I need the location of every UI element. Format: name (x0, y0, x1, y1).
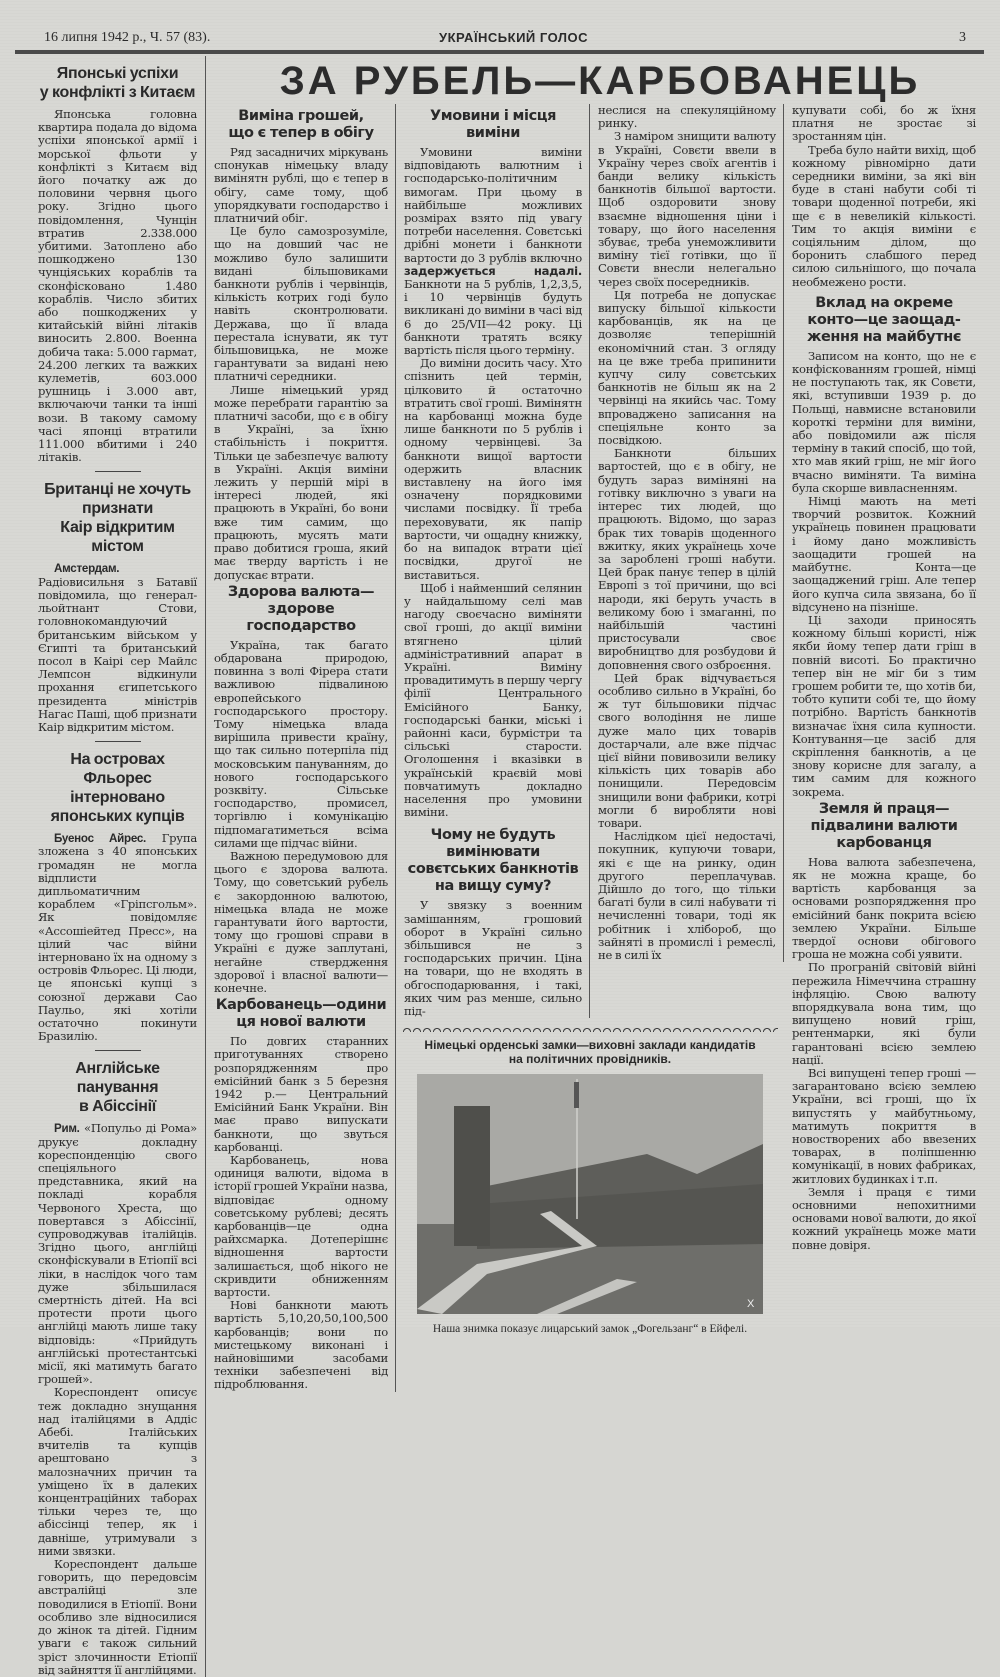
section-paragraph: Карбованець, нова одиниця валюти, відома в історії грошей України назва, відповідає одному советському рублеві; десять карбованців—це одна райхсмарка. Дотеперішнє відношення вартости залишається, щоб нікого не скривдити обниженням вартости. (214, 1153, 388, 1300)
section-paragraph: Україна, так багато обдарована природою, повинна з волі Фірера стати важливою підвалиною европейського господарського простору. Тому німецька влада вирішила привести країну, що так сильно потерпіла під московським пануванням, до нового господарського розквіту. Сільське господарство, промисел, торгівлю і комунікацію підпомагатиметься всіма силами ще підчас війни. (214, 637, 388, 850)
article-title: Британці не хочуть признати Каір відкритим містом (44, 481, 191, 556)
section-paragraph: Треба було найти вихід, щоб кожному рівномірно дати середники виміни, за які він буде в стані набути собі ті товари щоденної потреби, які ще є в невеликій кількості. Тим то акція виміни є соціяльним ділом, що боронить слабшого перед силою сильнішого, що почала необмежено рости. (792, 142, 976, 289)
section-title: Здорова валюта— здорове господарство (227, 583, 375, 634)
section-paragraph: Це було самозрозуміле, що на довший час не можливо було залишити видані більшовиками банкноти рублів і червінців, кількість котрих годі було навіть сконтролювати. Держава, що її влада перестала існувати, як тут більшовицька, не може гарантувати за видані нею платничі середники. (214, 224, 388, 384)
article-flores (38, 750, 197, 1043)
section-paragraph: Ряд засадничих міркувань спонукав німецьку владу вимінятн рублі, що є тепер в обігу, саме тому, щоб упорядкувати господарство і платничий обіг. (214, 145, 388, 226)
article-abyssinia (38, 1059, 197, 1677)
dateline: Рим. (54, 1122, 80, 1136)
article-paragraph: Рим. «Попульо ді Рома» друкує докладну кореспонденцію свого спеціяльного представника, який на покладі корабля Червоного Хреста, що повертався з Абіссінії, супроводжував італійців. Згідно цього, англійці сконфіскували в Етіопії всі ліки, в наслідок чого там дуже збільшилася смертність дітей. На всі протести проти цього англійці мають лише таку відповідь: «Прийдуть англійські протестантські місії, які матимуть багато грошей». (38, 1121, 197, 1387)
article-japan (38, 64, 197, 464)
section-paragraph: Важною передумовою для цього є здорова валюта. Тому, що советський рубель є закордонною валютою, німецька влада не може гарантувати його вартости, тому що грошові справи в Україні є дуже заплутані, негайне ствердження здорової і власної валюти—конечне. (214, 848, 388, 995)
tower (454, 1106, 490, 1246)
page-number: 3 (959, 30, 966, 45)
main-headline: ЗА РУБЕЛЬ—КАРБОВАНЕЦЬ (279, 59, 921, 103)
flag (574, 1082, 579, 1108)
castle-photo-illustration (417, 1074, 763, 1314)
section-paragraph: Ця потреба не допускає випуску більшої кількости карбованців, як на це дозволяє теперішній економічний стан. З огляду на це вже треба припинити купчу силу совєтських банкнотів не більш як на 2 червінці на якийсь час. Тому впроваджено записання на спеціяльне конто за посвідкою. (598, 287, 776, 448)
article-title: На островах Фльорес інтерновано японських купців (50, 751, 185, 826)
continued-text: купувати собі, бо ж їхня платня не зростає зі зростанням цін. (792, 103, 976, 144)
section-paragraph: Лише німецький уряд може перебрати гарантію за платничі засоби, що є в обігу в Україні, за їхню стабільність і покриття. Тільки це забезпечує валюту в Україні. Акція виміни лежить у першій мірі в інтересі людей, які працюють в Україні, бо вони вже тим самим, що працюють, мусять мати право добитися гроша, який має тверду вартість і не допускає втрати. (214, 382, 388, 582)
newspaper-name: УКРАЇНСЬКИЙ ГОЛОС (439, 30, 588, 45)
separator (95, 741, 141, 742)
article-title: Японські успіхи у конфлікті з Китаєм (39, 65, 196, 101)
running-header (44, 30, 966, 48)
main-story-area (206, 56, 980, 1392)
header-rule (15, 50, 984, 54)
article-title: Англійське панування в Абіссінії (75, 1060, 160, 1116)
section-paragraph: Нові банкноти мають вартість 5,10,20,50,100,500 карбованців; вони по мистецькому виконані і найновішими засобами техніки забезпечені від підроблювання. (214, 1298, 388, 1392)
continued-text: неслися на спекуляційному ринку. (598, 103, 776, 131)
article-cairo (38, 480, 197, 734)
section-title: Земля й праця— підвалини валюти карбованця (810, 800, 958, 851)
section-paragraph: У звязку з военним замішанням, грошовий оборот в Україні сильно збільшився не з господарських причин. Ціна на товари, що не входять в обгосподарювання, і такі, яких чим раз менше, сильно під- (404, 898, 582, 1018)
article-paragraph: Амстердам. Радіовисильня з Батавії повідомила, що генерал-льойтнант Стови, головнокомандуючий британським військом у Єгипті та британський посол в Каірі сер Майлс Лемпсон відкинули прохання єгипетського президента міністрів Нагас Паші, щоб признати Каір відкритим містом. (38, 562, 197, 734)
section-paragraph: Щоб і найменший селянин у найдальшому селі мав нагоду своєчасно виміняти свої гроші, до акції виміни втягнено цілий адміністративний апарат в Україні. Виміну провадитимуть в першу чергу філії Центрального Емісійного Банку, господарські банки, міські і районні каси, бурмістри та сільські старости. Оголошення і вказівки в українській краєвій мові повчатимуть докладно населення про умовини виміни. (404, 580, 582, 820)
section-paragraph: Нова валюта забезпечена, як не можна краще, бо вартість карбованця за основами розпорядження про емісійний банк покрита всією землею України. Більше твердої основи обігового гроша не можна собі уявити. (792, 854, 976, 962)
decorative-rule (402, 1026, 778, 1032)
photo-headline: Німецькі орденські замки—виховні заклади кандидатів на політичних провідників. (424, 1038, 756, 1067)
section-paragraph: Земля і праця є тими основними непохитними основами нової валюти, до якої кожний українець може мати повне довіря. (792, 1184, 976, 1252)
column-3 (396, 104, 590, 1018)
section-paragraph: Німці мають на меті творчий розвиток. Кожний українець повинен працювати і йому дано можливість заощадити грошей на майбутнє. Конта—це заощаджений гріш. Але тепер його купча сила звязана, бо її відсунено на пізніше. (792, 494, 976, 614)
section-title: Вклад на окреме конто—це заощад- ження на майбутнє (806, 294, 962, 345)
section-paragraph: Ці заходи приносять кожному більші користі, ніж якби йому тепер дати гріш в повній висоті. Бо практично тепер він не міг би з тим грошем робити те, що хотів би, тобто купити собі те, що йому потрібно. Вартість банкнотів визначає їхня сила купности. Контування—це засіб для скріплення банкнотів, а це знову корисне для загалу, а тим самим для кожного зокрема. (792, 612, 976, 799)
section-title: Виміна грошей, що є тепер в обігу (228, 108, 374, 141)
article-paragraph: Буенос Айрес. Група зложена з 40 японських громадян не могла відплисти дипльоматичним кораблем «Гріпсгольм». Як повідомляє «Ассошіейтед Пресс», на цілий час війни інтерновано їх на одному з островів Фльорес. Ці люди, це японські купці з союзної держави Сао Паульо, які хотіли остаточно покинути Бразилію. (38, 831, 197, 1044)
section-paragraph: По програній світовій війні пережила Німеччина страшну інфляцію. Свою валюту впорядкувала вона тим, що випущено новий гріш, рентенмарки, які були гарантовані всією землею нації. (792, 960, 976, 1067)
section-paragraph: Всі випущені тепер гроші — загарантовано всією землею України, всі гроші, що їх випустять у майбутньому, матимуть покриття в новостворених або ввезених товарах, в поліпшенню комунікації, в нових фабриках, житлових будинках і т.п. (792, 1066, 976, 1186)
middle-columns (396, 104, 784, 1336)
section-paragraph: З наміром знищити валюту в Україні, Совєти ввели в Україну через своїх агентів і банди велику кількість банкнотів більшої вартости. Щоб оздоровити знову взаємне відношення ціни і товару, що його населення збуває, треба унеможливити виміну тієї готівки, що її Совєти внесли нелегально через своїх посередників. (598, 129, 776, 289)
photo-caption: Наша знимка показує лицарський замок „Фогельзанг“ в Ейфелі. (432, 1323, 748, 1336)
section-paragraph: Умовини виміни відповідають валютним і господарсько-політичним вимогам. При цьому в найбільше можливих розмірах взято під увагу потреби населення. Совєтські дрібні монети і банкноти вартости до 3 рублів включно задержується надалі. Банкноти на 5 рублів, 1,2,3,5, і 10 червінців будуть викликані до виміни в часі від 6 до 25/VII—42 року. Ці банкноти тратять всяку вартість після цього терміну. (404, 145, 582, 358)
dateline: Амстердам. (54, 562, 120, 576)
section-paragraph: По довгих старанних приготуваннях створено розпорядженням про емісійний банк з 5 березня 1942 р.— Центральний Емісійний Банк України. Він має право випускати банкноти, що звуться карбованці. (214, 1034, 388, 1154)
column-5 (784, 104, 980, 1252)
section-title: Чому не будуть вимінювати совєтських банкнотів на вищу суму? (407, 827, 579, 895)
page-layout (30, 56, 980, 1677)
photo-mark: X (747, 1298, 755, 1311)
separator (95, 1050, 141, 1051)
castle-photo (417, 1074, 763, 1314)
left-column (30, 56, 206, 1677)
section-paragraph: Записом на конто, що не є конфіскованням грошей, німці не поступають так, як Совєти, які, вступивши 1939 р. до Польщі, навмисне встановили короткі терміни для виміни, або повідомили аж після терміну в такий спосіб, що той, хто мав який гріш, не міг його вчасно виміняти. Та виміна була скорше вивласненням. (792, 348, 976, 495)
emphasis: задержується надалі. (404, 263, 582, 278)
section-paragraph: До виміни досить часу. Хто спізнить цей термін, цілковито й остаточно втратить свої гроші. Вимінятн на карбованці можна буде лише банкноти по 5 рублів і одному червінцеві. За банкноти вищої вартости одержить власник виставлену на його імя означену порядковими числами посвідку. Її треба переховувати, як папір вартости, чи ощадну книжку, бо на випадок втрати цієї посвідки, другої не виставиться. (404, 356, 582, 582)
issue-date: 16 липня 1942 р., Ч. 57 (83). (44, 30, 211, 45)
separator (95, 471, 141, 472)
section-title: Карбованець—одини ця нової валюти (215, 997, 387, 1031)
section-paragraph: Наслідком цієї недостачі, покупник, купуючи товари, які є ще на ринку, один другого переплачував. Дійшло до того, що тільки багаті були в силі набувати ті нечисленні товари, тоді як робітник і хлібороб, що зайняті в промислі і ремеслі, не в силі їх (598, 829, 776, 962)
article-paragraph: Кореспондент дальше говорить, що передовсім австралійці зле поводилися в Етіопії. Вони особливо зле відносилися до жінок та дітей. Гідним уваги є також сильний зріст злочинности Етіопії від зайняття її англійцями. (38, 1557, 197, 1677)
middle-columns-text (396, 104, 784, 1018)
section-paragraph: Банкноти більших вартостей, що є в обігу, не будуть зараз виміняні на готівку виключно з уваги на інтерес тих людей, що працюють. Відомо, що зараз брак тих товарів щоденного вжитку, яких українець хоче за зароблені гроші набути. Цей брак панує тепер в цілій Европі з тої причини, що всі народи, які беруть участь в великому бою і змаганні, по найбільшій частині пристосували своє виробництво для розбудови й доповнення свого озброєння. (598, 446, 776, 672)
column-4 (590, 104, 784, 962)
section-paragraph: Цей брак відчувається особливо сильно в Україні, бо ж тут більшовики підчас свого володіння не лише дуже мало цих товарів достарчали, але вже підчас цієї війни повивозили велику кількість цих товарів або понищили. Передовсім знищили вони фабрики, котрі могли б виробляти нові товари. (598, 670, 776, 830)
article-paragraph: Кореспондент описує теж докладно знущання над італійцями в Аддіс Абебі. Італійських вчителів та купців арештовано з малозначних причин та уміщено їх в далеких концентраційних таборах тільки через те, що абіссінці тепер, як і давніше, утримували з ними звязки. (38, 1385, 197, 1558)
section-title: Умовини і місця виміни (429, 108, 557, 141)
column-2 (206, 104, 396, 1392)
photo-block (396, 1026, 784, 1336)
dateline: Буенос Айрес. (54, 832, 147, 846)
article-paragraph: Японська головна квартира подала до відома успіхи японської армії і морської фльоти у конфлікті з Китаєм від його початку аж до половини червня цього року. Згідно цього повідомлення, Чунцін втратив 2.338.000 убитими. Затоплено або пошкоджено 130 чунціяських кораблів та сконфісковано 1.480 кораблів. Число збитих або пошкоджених у китайській війні літаків виносить 2.800. Военна добича така: 5.000 гармат, 24.200 легких та важких кулеметів, 603.000 рушниць і 3.000 авт, включаючи танки та інші вози. В такому самому часі японці втратили 111.000 вбитими і 240 літаків. (38, 107, 197, 465)
